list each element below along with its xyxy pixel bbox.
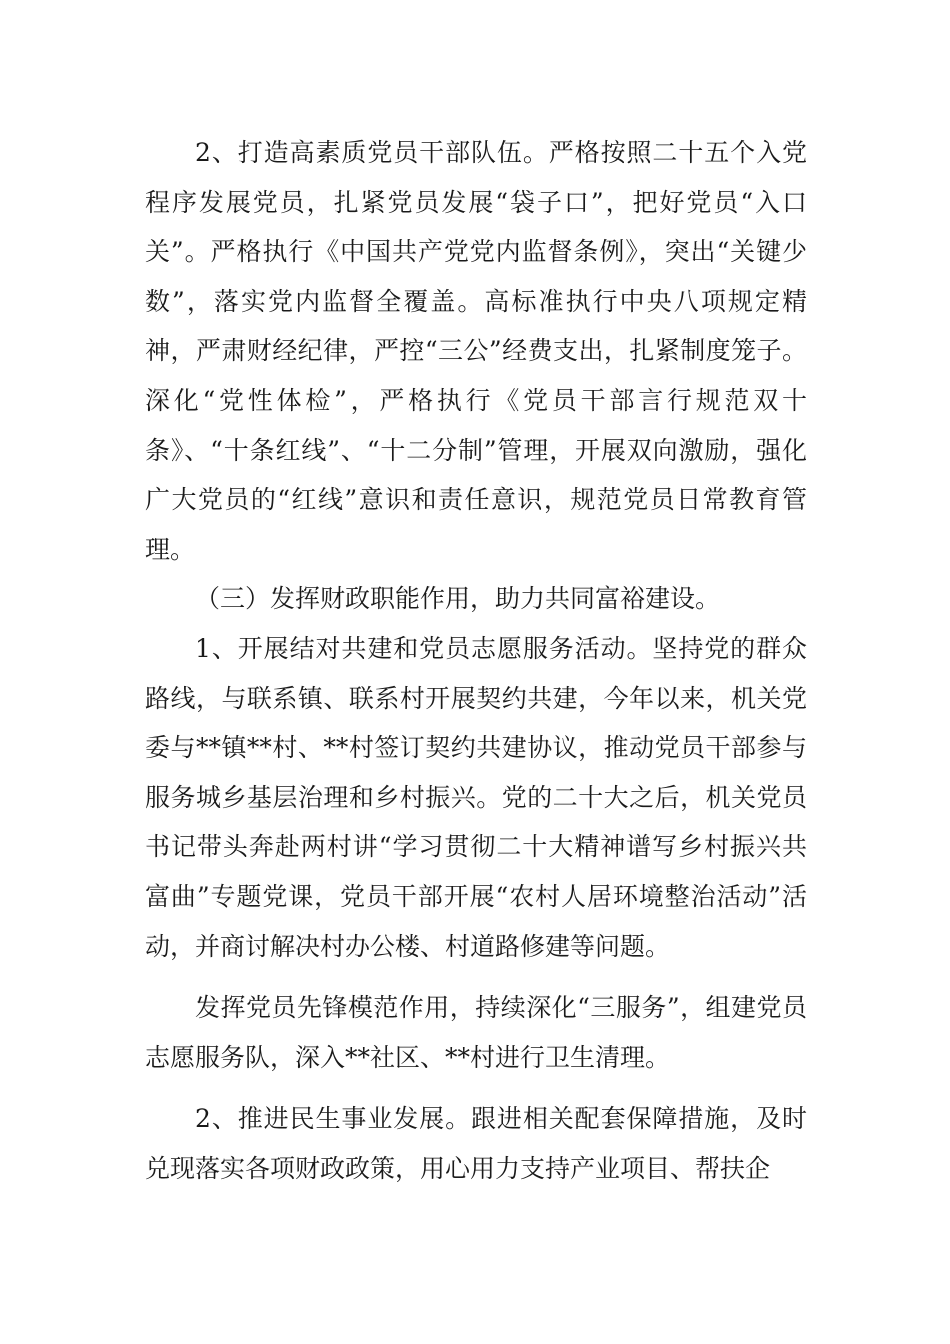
- section-heading-three: （三）发挥财政职能作用，助力共同富裕建设。: [195, 584, 721, 614]
- document-body: [145, 128, 807, 1193]
- paragraph-vanguard-role: 发挥党员先锋模范作用，持续深化“三服务”，组建党员志愿服务队，深入**社区、**村进行卫生清理。: [145, 993, 807, 1072]
- paragraph-volunteer-service: 1、开展结对共建和党员志愿服务活动。坚持党的群众路线，与联系镇、联系村开展契约共建，今年以来，机关党委与**镇**村、**村签订契约共建协议，推动党员干部参与服务城乡基层治理和乡村振兴。党的二十大之后，机关党员书记带头奔赴两村讲“学习贯彻二十大精神谱写乡村振兴共富曲”专题党课，党员干部开展“农村人居环境整治活动”活动，并商讨解决村办公楼、村道路修建等问题。: [145, 633, 807, 961]
- paragraph-cadre-team: 2、打造高素质党员干部队伍。严格按照二十五个入党程序发展党员，扎紧党员发展“袋子口”，把好党员“入口关”。严格执行《中国共产党党内监督条例》，突出“关键少数”，落实党内监督全覆盖。高标准执行中央八项规定精神，严肃财经纪律，严控“三公”经费支出，扎紧制度笼子。深化“党性体检”，严格执行《党员干部言行规范双十条》、“十条红线”、“十二分制”管理，开展双向激励，强化广大党员的“红线”意识和责任意识，规范党员日常教育管理。: [145, 138, 807, 564]
- paragraph-livelihood: 2、推进民生事业发展。跟进相关配套保障措施，及时兑现落实各项财政政策，用心用力支持产业项目、帮扶企: [145, 1104, 807, 1183]
